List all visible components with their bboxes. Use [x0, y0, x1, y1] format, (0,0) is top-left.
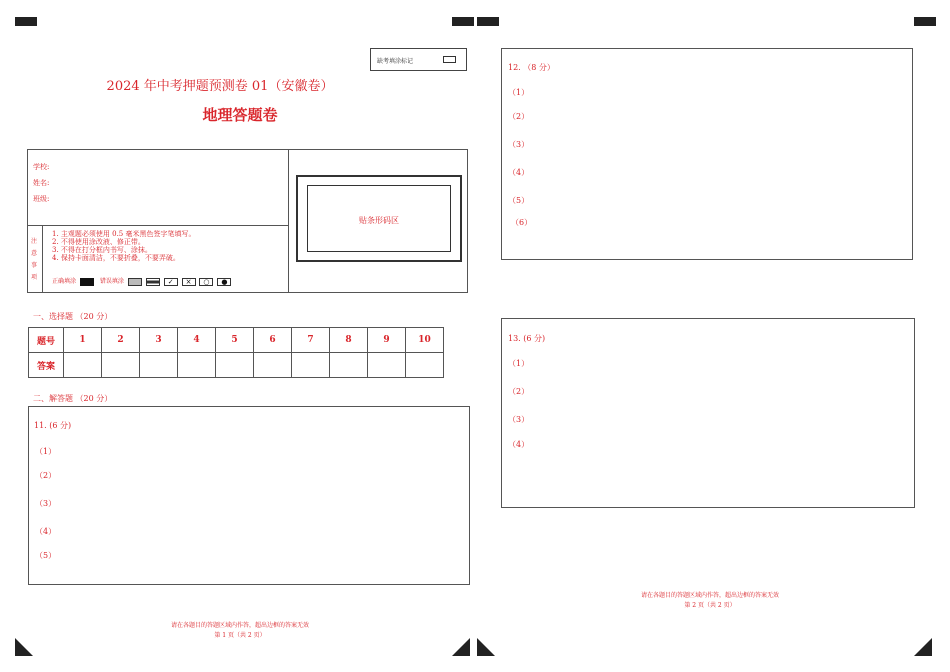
wrong-fill-check-sample: ✓ — [164, 278, 178, 286]
barcode-label: 贴条形码区 — [359, 216, 399, 225]
page2-footer-page-number: 第 2 页（共 2 页） — [684, 602, 736, 609]
page1-footer-page-number: 第 1 页（共 2 页） — [214, 632, 266, 639]
alignment-mark-top-left — [15, 17, 37, 26]
q13-part: （3） — [508, 415, 530, 424]
alignment-mark-top-mid-right — [477, 17, 499, 26]
question-number: 4 — [178, 328, 216, 353]
answer-cell-3[interactable] — [140, 353, 178, 378]
answer-cell-8[interactable] — [330, 353, 368, 378]
question-number: 5 — [216, 328, 254, 353]
question-number: 10 — [406, 328, 444, 353]
question-number: 9 — [368, 328, 406, 353]
alignment-mark-top-mid-left — [452, 17, 474, 26]
alignment-triangle-bottom-right — [914, 638, 932, 656]
answer-label: 答案 — [29, 353, 64, 378]
info-divider-vertical — [288, 150, 289, 292]
choice-answer-table — [28, 327, 444, 378]
question-number-row — [29, 328, 444, 353]
answer-cell-1[interactable] — [64, 353, 102, 378]
correct-fill-sample — [80, 278, 94, 286]
question-number: 7 — [292, 328, 330, 353]
correct-fill-label: 正确填涂 — [52, 278, 77, 285]
q11-part: （1） — [35, 447, 57, 456]
info-divider-horizontal — [28, 225, 288, 226]
question-number: 8 — [330, 328, 368, 353]
answer-cell-5[interactable] — [216, 353, 254, 378]
q12-part: （1） — [508, 88, 530, 97]
barcode-outer-frame — [296, 175, 462, 262]
wrong-fill-label: 错误填涂 — [99, 278, 124, 285]
section2-title: 二、解答题 （20 分） — [33, 394, 113, 403]
q12-part: （4） — [508, 168, 530, 177]
q12-answer-area[interactable] — [501, 48, 913, 260]
question-number-label: 题号 — [29, 328, 64, 353]
q13-part: （4） — [508, 440, 530, 449]
notice-item: 2. 不得使用涂改液、修正带。 — [52, 238, 145, 246]
notice-heading: 注 意 事 项 — [31, 238, 38, 281]
answer-cell-4[interactable] — [178, 353, 216, 378]
notice-list — [52, 230, 282, 262]
page2-footer-notice: 请在各题目的答题区域内作答，超出边框的答案无效 — [640, 592, 779, 599]
alignment-mark-top-right — [914, 17, 936, 26]
barcode-inner-frame — [307, 185, 451, 252]
answer-row — [29, 353, 444, 378]
absent-mark-box — [370, 48, 467, 71]
answer-cell-7[interactable] — [292, 353, 330, 378]
alignment-triangle-bottom-left — [15, 638, 33, 656]
question-number: 3 — [140, 328, 178, 353]
question-number: 2 — [102, 328, 140, 353]
q13-part: （2） — [508, 387, 530, 396]
answer-cell-10[interactable] — [406, 353, 444, 378]
wrong-fill-cross-sample: × — [182, 278, 196, 286]
exam-title: 2024 年中考押题预测卷 01（安徽卷） — [106, 79, 334, 94]
answer-cell-9[interactable] — [368, 353, 406, 378]
student-info-block — [27, 149, 468, 293]
q13-answer-area[interactable] — [501, 318, 915, 508]
q11-part: （2） — [35, 471, 57, 480]
wrong-fill-circle-sample: ○ — [199, 278, 213, 286]
q11-part: （4） — [35, 527, 57, 536]
notice-item: 3. 不得在打分框内书写、涂抹。 — [52, 246, 152, 254]
question-number: 1 — [64, 328, 102, 353]
subject-title: 地理答题卷 — [202, 106, 278, 124]
fill-example-row — [52, 276, 288, 286]
page1-footer-notice: 请在各题目的答题区域内作答，超出边框的答案无效 — [170, 622, 309, 629]
wrong-fill-dot-sample: ● — [217, 278, 231, 286]
answer-cell-6[interactable] — [254, 353, 292, 378]
field-class[interactable]: 班级: — [33, 195, 50, 203]
wrong-fill-partial-sample — [146, 278, 160, 286]
q11-answer-area[interactable] — [28, 406, 470, 585]
question-number: 6 — [254, 328, 292, 353]
q11-part: （5） — [35, 551, 57, 560]
alignment-triangle-bottom-mid-left — [452, 638, 470, 656]
field-name[interactable]: 姓名: — [33, 179, 50, 187]
notice-item: 4. 保持卡面清洁，不要折叠，不要弄破。 — [52, 254, 180, 262]
alignment-triangle-bottom-mid-right — [477, 638, 495, 656]
absent-mark-checkbox[interactable] — [443, 56, 456, 63]
q12-part: （5） — [508, 196, 530, 205]
q13-part: （1） — [508, 359, 530, 368]
q13-title: 13. (6 分) — [508, 334, 546, 343]
q12-title: 12. （8 分） — [508, 63, 555, 72]
q11-title: 11. (6 分) — [34, 421, 72, 430]
q11-part: （3） — [35, 499, 57, 508]
q12-part: （2） — [508, 112, 530, 121]
answer-cell-2[interactable] — [102, 353, 140, 378]
wrong-fill-grey-sample — [128, 278, 142, 286]
notice-heading-divider — [42, 225, 43, 292]
field-school[interactable]: 学校: — [33, 163, 50, 171]
section1-title: 一、选择题 （20 分） — [33, 312, 113, 321]
q12-part: （6） — [511, 218, 533, 227]
absent-mark-label: 缺考填涂标记 — [377, 58, 414, 65]
q12-part: （3） — [508, 140, 530, 149]
notice-item: 1. 主观题必须使用 0.5 毫米黑色签字笔填写。 — [52, 230, 196, 238]
